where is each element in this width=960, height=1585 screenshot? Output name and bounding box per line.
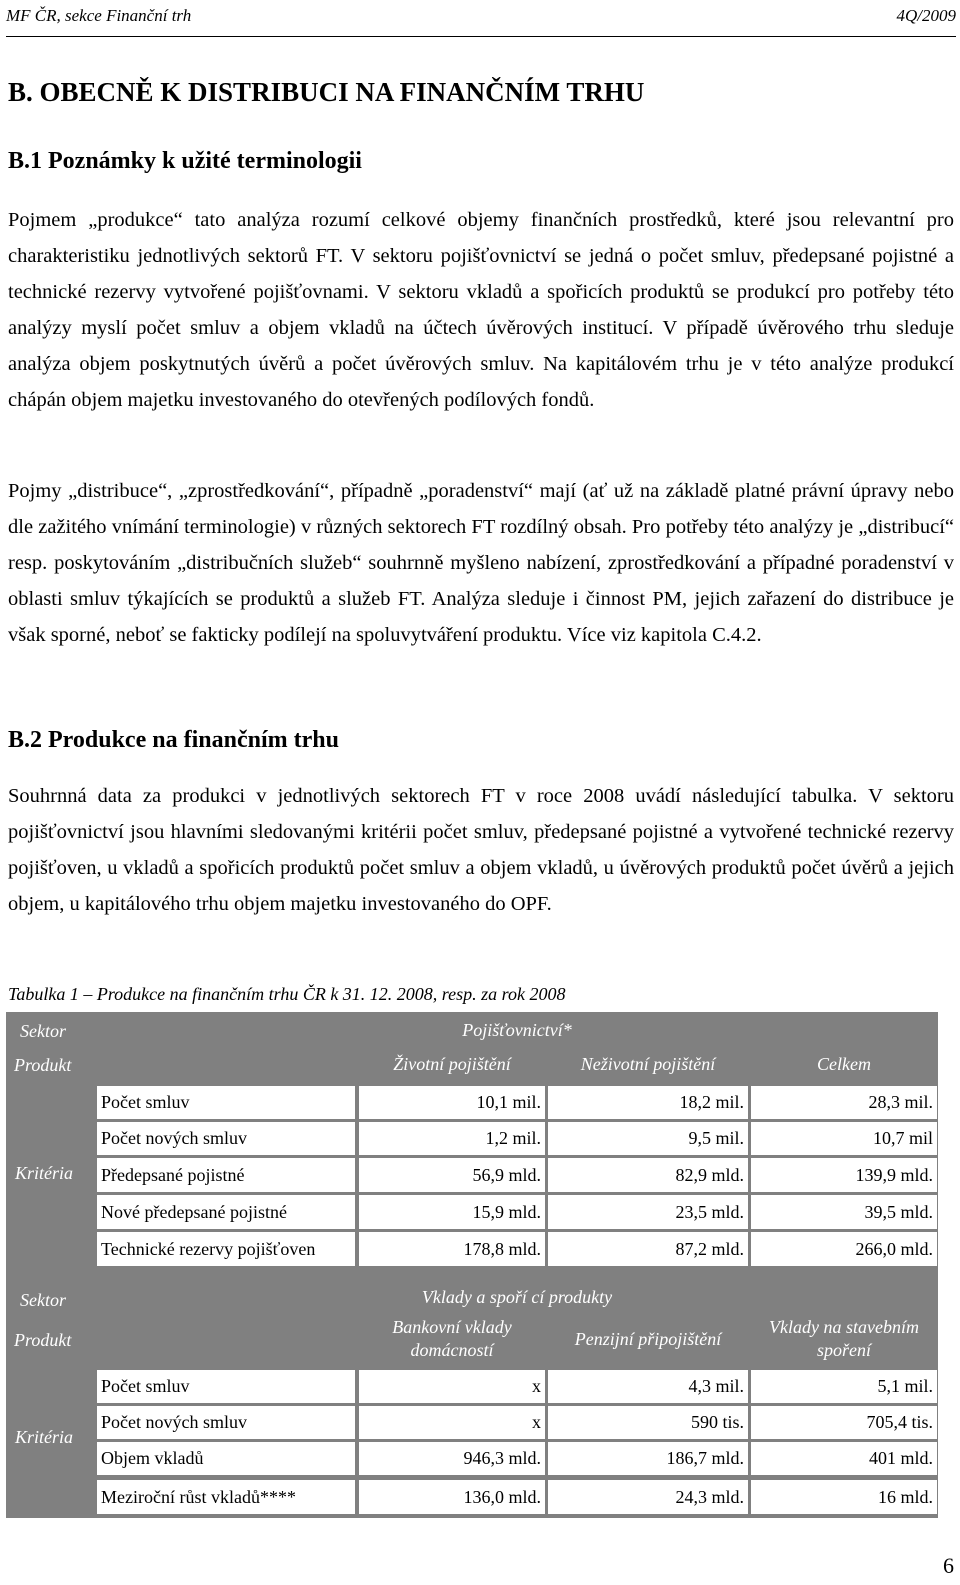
produkt-label: Produkt (14, 1055, 72, 1075)
table-cell: 401 mld. (751, 1442, 937, 1475)
product-header: Neživotní pojištění (548, 1049, 748, 1079)
table-cell: 10,1 mil. (359, 1086, 545, 1119)
header-source: MF ČR, sekce Finanční trh (6, 6, 192, 25)
paragraph-production: Souhrnná data za produkci v jednotlivých sektorech FT v roce 2008 uvádí následující tabulka. V sektoru pojišťovnictví jsou hlavními sledovanými kritérii počet smluv, předepsané pojistné a vytvořené technické rezervy pojišťoven, u vkladů a spořicích produktů počet smluv a objem vkladů, u úvěrových produktů počet úvěrů a jejich objem, u kapitálového trhu objem majetku investovaného do OPF. (8, 785, 954, 915)
table-cell: x (359, 1370, 545, 1403)
row-label: Technické rezervy pojišťoven (97, 1232, 355, 1266)
product-header: Životní pojištění (359, 1049, 545, 1079)
table-cell: 4,3 mil. (548, 1370, 748, 1403)
table-cell: 15,9 mld. (359, 1195, 545, 1229)
table-cell: 87,2 mld. (548, 1232, 748, 1266)
table-cell: 590 tis. (548, 1406, 748, 1439)
table-cell: 1,2 mil. (359, 1122, 545, 1155)
table-cell: 82,9 mld. (548, 1158, 748, 1192)
page-number: 6 (943, 1553, 954, 1578)
table-cell: 10,7 mil (751, 1122, 937, 1155)
table-cell: 705,4 tis. (751, 1406, 937, 1439)
row-label: Meziroční růst vkladů**** (97, 1480, 355, 1514)
section-heading-b1: B.1 Poznámky k užité terminologii (8, 148, 362, 174)
produkt-label: Produkt (14, 1330, 72, 1350)
table-cell: 56,9 mld. (359, 1158, 545, 1192)
table-cell: 24,3 mld. (548, 1480, 748, 1514)
sektor-label: Sektor (20, 1021, 66, 1041)
table-caption: Tabulka 1 – Produkce na finančním trhu ČR k 31. 12. 2008, resp. za rok 2008 (8, 984, 566, 1004)
product-header: Bankovní vklady domácností (359, 1315, 545, 1363)
table-cell: 28,3 mil. (751, 1086, 937, 1119)
row-label: Počet smluv (97, 1086, 355, 1119)
row-label: Nové předepsané pojistné (97, 1195, 355, 1229)
kriteria-label: Kritéria (15, 1163, 74, 1183)
table-cell: x (359, 1406, 545, 1439)
table-cell: 23,5 mld. (548, 1195, 748, 1229)
row-label: Počet smluv (97, 1370, 355, 1403)
row-label: Počet nových smluv (97, 1406, 355, 1439)
product-header: Penzijní připojištění (548, 1315, 748, 1363)
table-cell: 139,9 mld. (751, 1158, 937, 1192)
sector-name: Pojišťovnictví* (96, 1013, 938, 1047)
table-cell: 136,0 mld. (359, 1480, 545, 1514)
table-cell: 9,5 mil. (548, 1122, 748, 1155)
page-header (6, 0, 956, 37)
table-cell: 39,5 mld. (751, 1195, 937, 1229)
product-header: Celkem (751, 1049, 937, 1079)
row-label: Objem vkladů (97, 1442, 355, 1475)
section-heading-b2: B.2 Produkce na finančním trhu (8, 727, 339, 753)
table-cell: 18,2 mil. (548, 1086, 748, 1119)
table-cell: 5,1 mil. (751, 1370, 937, 1403)
paragraph-terminology-2: Pojmy „distribuce“, „zprostředkování“, případně „poradenství“ mají (ať už na základě platné právní úpravy nebo dle zažitého vnímání terminologie) v různých sektorech FT rozdílný obsah. Pro potřeby této analýzy je „distribucí“ resp. poskytováním „distribučních služeb“ souhrnně myšleno nabízení, zprostředkování a případné poradenství v oblasti smluv týkajících se produktů a služeb FT. Analýza sleduje i činnost PM, jejich zařazení do distribuce je však sporné, neboť se fakticky podílejí na spoluvytváření produktu. Více viz kapitola C.4.2. (8, 480, 954, 646)
table-cell: 16 mld. (751, 1480, 937, 1514)
row-label: Počet nových smluv (97, 1122, 355, 1155)
table-cell: 186,7 mld. (548, 1442, 748, 1475)
header-period: 4Q/2009 (896, 6, 956, 25)
kriteria-label: Kritéria (15, 1427, 74, 1447)
table-cell: 178,8 mld. (359, 1232, 545, 1266)
table-cell: 266,0 mld. (751, 1232, 937, 1266)
sector-name: Vklady a spoří cí produkty (96, 1280, 938, 1314)
section-heading-b: B. OBECNĚ K DISTRIBUCI NA FINANČNÍM TRHU (8, 77, 645, 107)
product-header: Vklady na stavebním spoření (751, 1315, 937, 1363)
table-cell: 946,3 mld. (359, 1442, 545, 1475)
paragraph-terminology-1: Pojmem „produkce“ tato analýza rozumí celkové objemy finančních prostředků, které jsou relevantní pro charakteristiku jednotlivých sektorů FT. V sektoru pojišťovnictví se jedná o počet smluv, předepsané pojistné a technické rezervy vytvořené pojišťovnami. V sektoru vkladů a spořicích produktů se produkcí pro potřeby této analýzy myslí počet smluv a objem vkladů na účtech úvěrových institucí. V případě úvěrového trhu sleduje analýza objem poskytnutých úvěrů a počet úvěrových smluv. Na kapitálovém trhu je v této analýze produkcí chápán objem majetku investovaného do otevřených podílových fondů. (8, 209, 954, 411)
row-label: Předepsané pojistné (97, 1158, 355, 1192)
sektor-label: Sektor (20, 1290, 66, 1310)
